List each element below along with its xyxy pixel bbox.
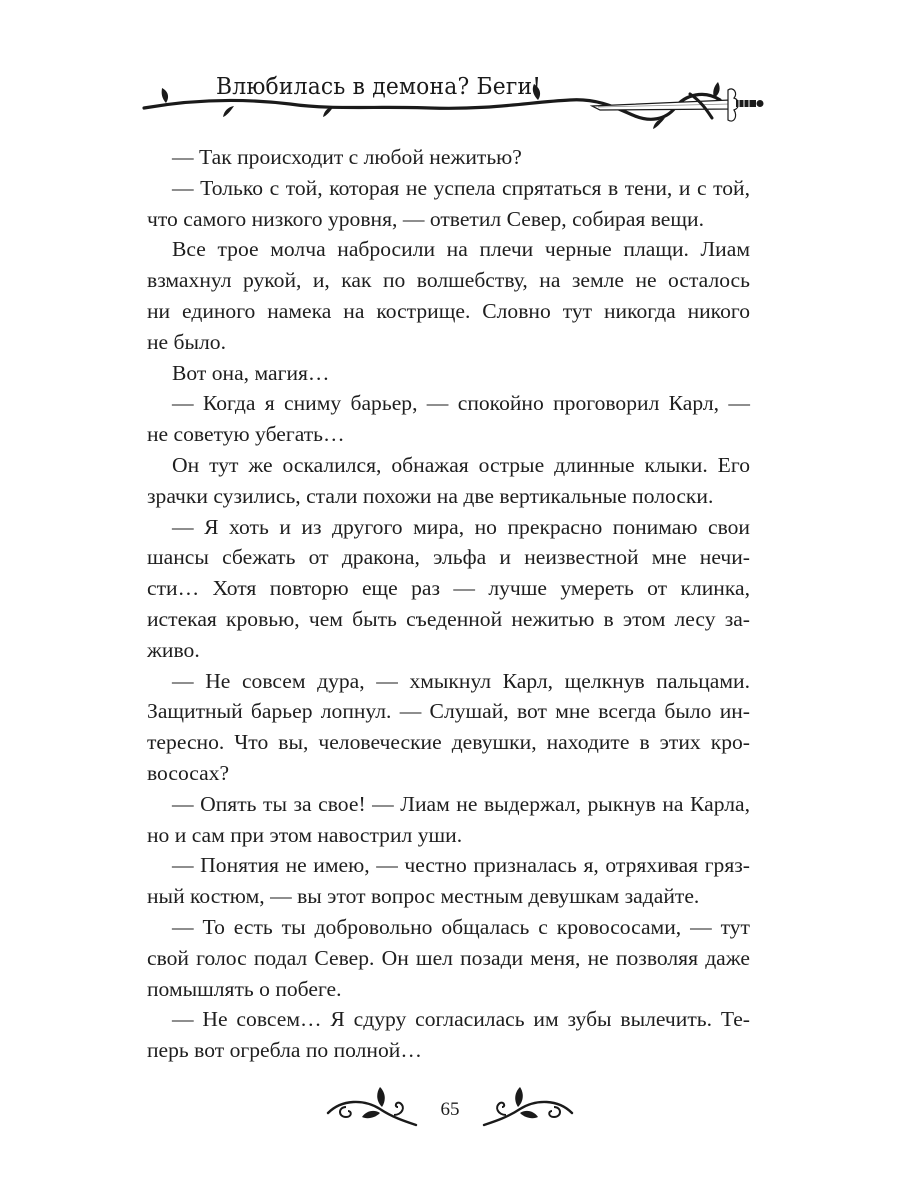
paragraph-line: не советую убегать… xyxy=(147,422,345,447)
paragraph-line: свой голос подал Север. Он шел позади меня, не позволяя даже xyxy=(147,945,750,970)
page-header xyxy=(130,60,770,140)
paragraph-line: ный костюм, — вы этот вопрос местным девушкам задайте. xyxy=(147,884,700,909)
paragraph-first-line: — Опять ты за свое! — Лиам не выдержал, рыкнув на Карла, xyxy=(172,791,750,816)
paragraph-line: сти… Хотя повторю еще раз — лучше умереть от клинка, xyxy=(147,576,750,601)
paragraph-first-line: Вот она, магия… xyxy=(172,360,330,385)
paragraph-first-line: — Я хоть и из другого мира, но прекрасно понимаю свои xyxy=(172,514,750,539)
vine-sword-ornament-icon xyxy=(130,60,770,140)
paragraph-first-line: — Не совсем… Я сдуру согласилась им зубы вылечить. Те- xyxy=(172,1007,750,1032)
paragraph-line: перь вот огребла по полной… xyxy=(147,1038,422,1063)
paragraph-line: не было. xyxy=(147,329,227,354)
paragraph-first-line: Все трое молча набросили на плечи черные плащи. Лиам xyxy=(172,237,750,262)
paragraph-line: тересно. Что вы, человеческие девушки, находите в этих кро- xyxy=(147,730,750,755)
paragraph-first-line: Он тут же оскалился, обнажая острые длинные клыки. Его xyxy=(172,452,750,477)
paragraph-line: взмахнул рукой, и, как по волшебству, на земле не осталось xyxy=(147,268,750,293)
paragraph-first-line: — То есть ты добровольно общалась с кровососами, — тут xyxy=(172,914,750,939)
paragraph-line: живо. xyxy=(147,637,200,662)
paragraph-line: зрачки сузились, стали похожи на две вертикальные полоски. xyxy=(147,483,714,508)
paragraph-first-line: — Когда я сниму барьер, — спокойно проговорил Карл, — xyxy=(172,391,750,416)
paragraph-line: Защитный барьер лопнул. — Слушай, вот мне всегда было ин- xyxy=(147,699,750,724)
paragraph-line: помышлять о побеге. xyxy=(147,976,342,1001)
paragraph-line: что самого низкого уровня, — ответил Север, собирая вещи. xyxy=(147,206,704,231)
paragraph-line: ни единого намека на кострище. Словно тут никогда никого xyxy=(147,298,750,323)
paragraph-first-line: — Так происходит с любой нежитью? xyxy=(172,145,522,169)
page-body-text xyxy=(147,142,750,1066)
paragraph-line: истекая кровью, чем быть съеденной нежитью в этом лесу за- xyxy=(147,606,750,631)
paragraph-line: вососах? xyxy=(147,760,230,785)
paragraph-line: шансы сбежать от дракона, эльфа и неизвестной мне нечи- xyxy=(147,545,750,570)
paragraph-line: но и сам при этом навострил уши. xyxy=(147,822,463,847)
page-number: 65 xyxy=(440,1099,460,1120)
page-footer xyxy=(320,1085,580,1145)
right-flourish-icon xyxy=(480,1085,580,1135)
running-title: Влюбилась в демона? Беги! xyxy=(216,74,542,100)
paragraph-first-line: — Понятия не имею, — честно призналась я, отряхивая гряз- xyxy=(172,853,750,878)
paragraph-first-line: — Только с той, которая не успела спрятаться в тени, и с той, xyxy=(172,175,750,200)
paragraph-first-line: — Не совсем дура, — хмыкнул Карл, щелкнув пальцами. xyxy=(172,668,750,693)
left-flourish-icon xyxy=(320,1085,420,1135)
